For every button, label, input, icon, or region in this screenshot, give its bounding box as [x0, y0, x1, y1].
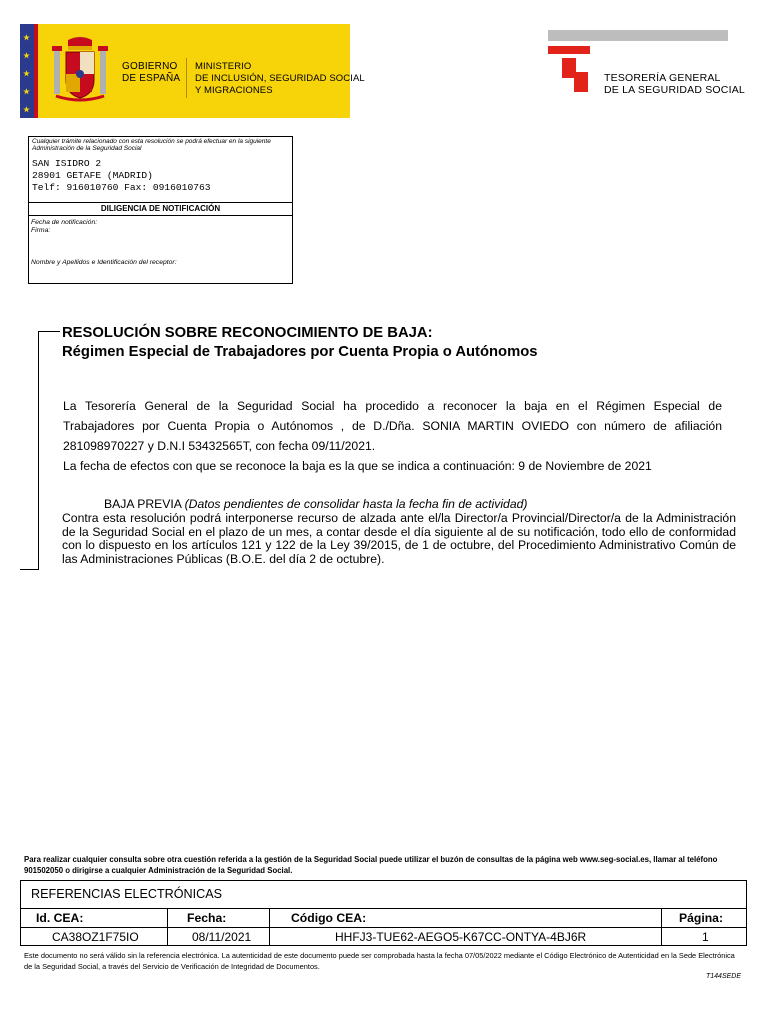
- effective-date-paragraph: La fecha de efectos con que se reconoce la baja es la que se indica a continuación: 9 de Noviembre de 2021: [63, 459, 652, 473]
- baja-note: (Datos pendientes de consolidar hasta la fecha fin de actividad): [184, 497, 528, 511]
- eu-flag-strip: [20, 24, 34, 118]
- tgss-grey-bar: [548, 30, 728, 41]
- eu-star-icon: [23, 88, 30, 95]
- appeal-paragraph: Contra esta resolución podrá interponerse recurso de alzada ante el/la Director/a Provincial/Director/a de la Administración de la Seguridad Social en el plazo de un mes, a contar desde el día siguiente al de su notificación, todo ello de conformidad con lo dispuesto en los artículos 121 y 122 de la Ley 39/2015, de 1 de octubre, del Procedimiento Administrativo Común de las Administraciones Públicas (B.O.E. del día 2 de octubre).: [62, 511, 736, 566]
- office-address: [32, 158, 210, 194]
- form-code: T144SEDE: [706, 973, 742, 980]
- baja-status: [104, 497, 527, 511]
- resolution-paragraph: [63, 396, 722, 456]
- column-divider: [661, 908, 662, 945]
- notification-date-field: Fecha de notificación:: [31, 219, 98, 226]
- receiver-field: Nombre y Apellidos e Identificación del receptor:: [31, 259, 177, 266]
- id-cea-header: Id. CEA:: [36, 911, 84, 925]
- codigo-cea-header: Código CEA:: [291, 911, 367, 925]
- tgss-line1: TESORERÍA GENERAL: [604, 72, 721, 84]
- fecha-value: 08/11/2021: [192, 930, 252, 944]
- address-line1: SAN ISIDRO 2: [32, 158, 102, 169]
- tgss-logo-icon: [548, 46, 590, 92]
- signature-field: Firma:: [31, 227, 51, 234]
- ministry-line1: MINISTERIO: [195, 61, 252, 72]
- divider: [21, 908, 746, 909]
- ministry-name: [195, 61, 365, 97]
- coat-of-arms-icon: [52, 36, 108, 106]
- column-divider: [167, 908, 168, 945]
- bracket-line: [38, 331, 39, 569]
- tgss-name: [604, 72, 745, 96]
- column-divider: [269, 908, 270, 945]
- validity-note: Este documento no será válido sin la referencia electrónica. La autenticidad de este documento puede ser comprobada hasta la fecha 07/05/2022 mediante el Código Electrónico de Autenticidad en la Sede Electrónica de la Seguridad Social, a través del Servicio de Verificación de Integridad de Documentos.: [24, 951, 735, 971]
- bracket-line: [38, 331, 60, 332]
- pagina-value: 1: [702, 930, 709, 944]
- eu-star-icon: [23, 52, 30, 59]
- ministry-line3: Y MIGRACIONES: [195, 85, 273, 96]
- eu-star-icon: [23, 34, 30, 41]
- baja-label: BAJA PREVIA: [104, 497, 182, 511]
- eu-star-icon: [23, 106, 30, 113]
- resolution-subtitle: Régimen Especial de Trabajadores por Cuenta Propia o Autónomos: [62, 344, 538, 360]
- codigo-cea-value: HHFJ3-TUE62-AEGO5-K67CC-ONTYA-4BJ6R: [335, 930, 587, 944]
- fecha-header: Fecha:: [187, 911, 227, 925]
- address-line2: 28901 GETAFE (MADRID): [32, 170, 153, 181]
- gov-line1: GOBIERNO: [122, 61, 178, 72]
- government-name: [122, 61, 180, 85]
- consult-note: Para realizar cualquier consulta sobre otra cuestión referida a la gestión de la Seguridad Social puede utilizar el buzón de consultas de la página web www.seg-social.es, llamar al teléfono 901502050 o dirigirse a cualquier Administración de la Seguridad Social.: [24, 855, 718, 875]
- paragraph-line1: La Tesorería General de la Seguridad Social ha procedido a reconocer la baja en el Régimen Especial de: [63, 399, 722, 413]
- tgss-line2: DE LA SEGURIDAD SOCIAL: [604, 84, 745, 96]
- paragraph-line2: Trabajadores por Cuenta Propia o Autónomos , de D./Dña. SONIA MARTIN OVIEDO con número de afiliación: [63, 419, 722, 433]
- pagina-header: Página:: [679, 911, 724, 925]
- references-title: REFERENCIAS ELECTRÓNICAS: [31, 887, 223, 901]
- eu-star-icon: [23, 70, 30, 77]
- ministry-line2: DE INCLUSIÓN, SEGURIDAD SOCIAL: [195, 73, 365, 84]
- gov-line2: DE ESPAÑA: [122, 73, 181, 84]
- divider: [28, 202, 293, 203]
- id-cea-value: CA38OZ1F75IO: [52, 930, 139, 944]
- notification-note: Cualquier trámite relacionado con esta resolución se podrá efectuar en la siguiente Administración de la Seguridad Social: [32, 138, 271, 152]
- resolution-title: RESOLUCIÓN SOBRE RECONOCIMIENTO DE BAJA:: [62, 325, 433, 341]
- divider: [28, 215, 293, 216]
- divider: [21, 927, 746, 928]
- bracket-line: [20, 569, 39, 570]
- notification-heading: DILIGENCIA DE NOTIFICACIÓN: [100, 204, 221, 213]
- address-line3: Telf: 916010760 Fax: 0916010763: [32, 182, 211, 193]
- header-separator: [186, 58, 187, 98]
- spain-flag-strip: [34, 24, 38, 118]
- paragraph-line3: 281098970227 y D.N.I 53432565T, con fecha 09/11/2021.: [63, 439, 376, 453]
